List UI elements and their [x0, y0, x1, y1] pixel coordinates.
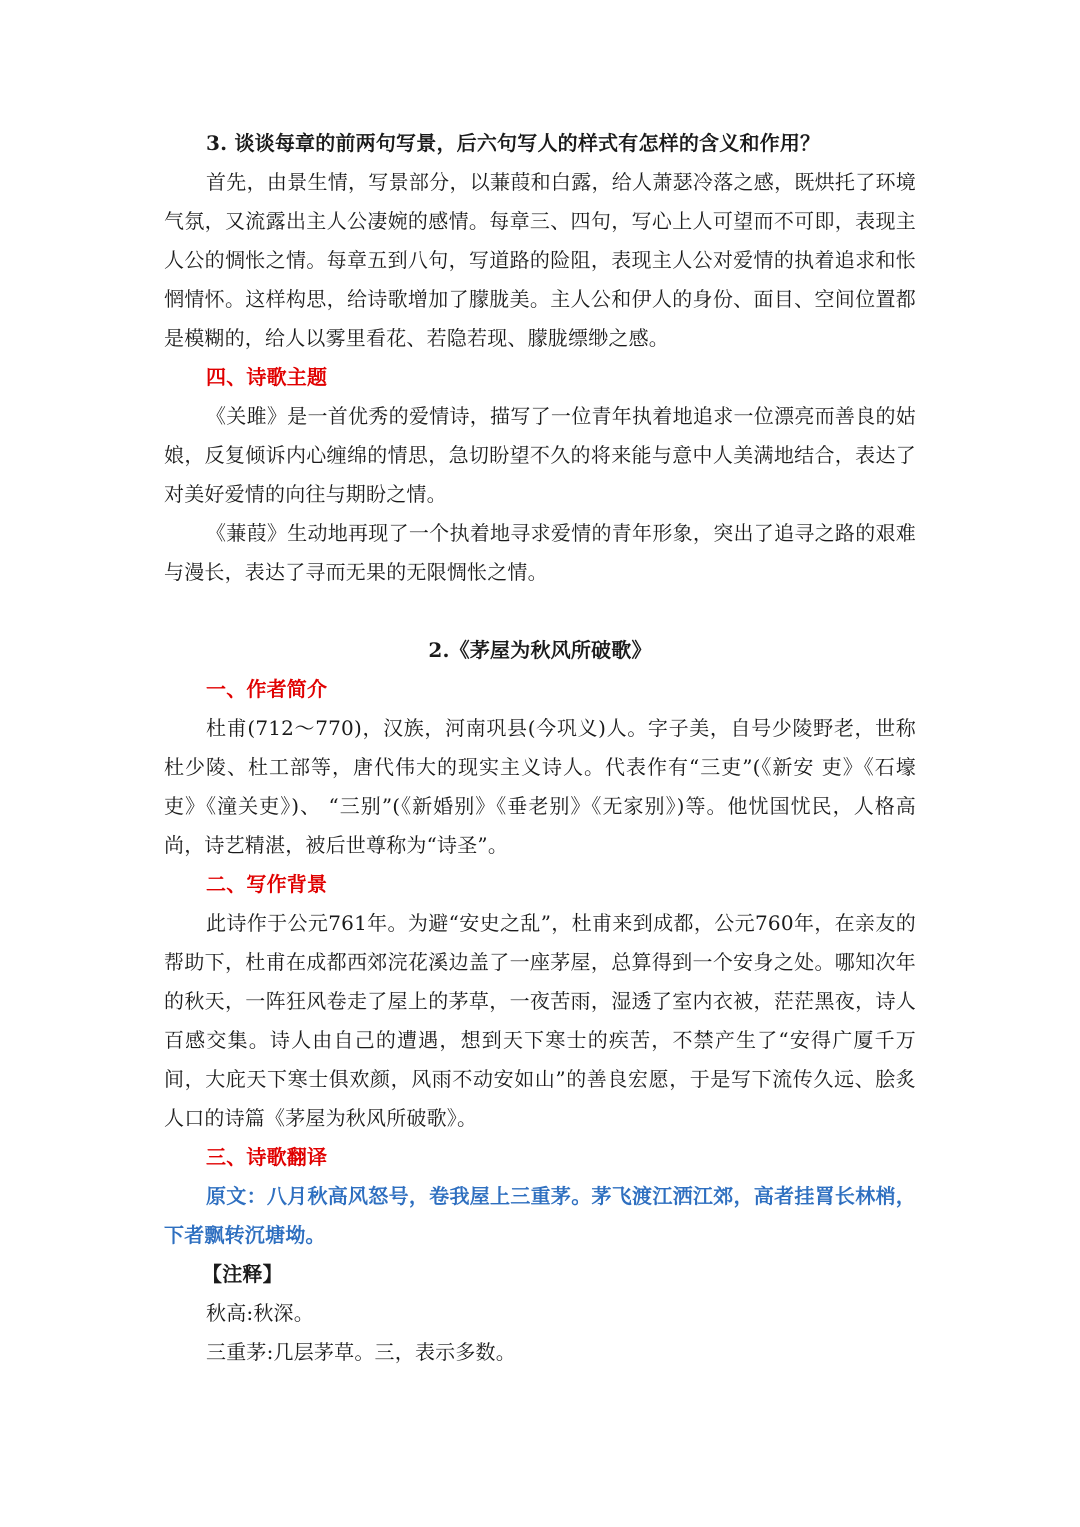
question-heading: 3. 谈谈每章的前两句写景，后六句写人的样式有怎样的含义和作用？ [206, 131, 821, 155]
theme-paragraph-2: 《蒹葭》生动地再现了一个执着地寻求爱情的青年形象，突出了追寻之路的艰难与漫长，表达了寻而无果的无限惆怅之情。 [164, 521, 916, 584]
theme-paragraph-1: 《关雎》是一首优秀的爱情诗，描写了一位青年执着地追求一位漂亮而善良的姑娘，反复倾诉内心缠绵的情思，急切盼望不久的将来能与意中人美满地结合，表达了对美好爱情的向往与期盼之情。 [164, 404, 916, 506]
author-paragraph: 杜甫(712～770)，汉族，河南巩县(今巩义)人。字子美，自号少陵野老，世称杜少陵、杜工部等，唐代伟大的现实主义诗人。代表作有“三吏”(《新安 吏》《石壕吏》《潼关吏》)、 “三别”(《新婚别》《垂老别》《无家别》)等。他忧国忧民，人格高尚，诗艺精湛，被后世尊称为“诗圣”。 [164, 716, 916, 857]
theme-heading: 四、诗歌主题 [206, 365, 328, 389]
original-text: 原文：八月秋高风怒号，卷我屋上三重茅。茅飞渡江洒江郊，高者挂罥长林梢，下者飘转沉塘坳。 [164, 1184, 916, 1247]
background-paragraph: 此诗作于公元761年。为避“安史之乱”，杜甫来到成都，公元760年，在亲友的帮助下，杜甫在成都西郊浣花溪边盖了一座茅屋，总算得到一个安身之处。哪知次年的秋天，一阵狂风卷走了屋上的茅草，一夜苦雨，湿透了室内衣被，茫茫黑夜，诗人百感交集。诗人由自己的遭遇，想到天下寒士的疾苦，不禁产生了“安得广厦千万间，大庇天下寒士俱欢颜，风雨不动安如山”的善良宏愿，于是写下流传久远、脍炙人口的诗篇《茅屋为秋风所破歌》。 [164, 911, 916, 1130]
author-heading: 一、作者简介 [206, 677, 328, 701]
section-spacer [164, 592, 916, 631]
background-heading: 二、写作背景 [206, 872, 328, 896]
note-item: 秋高:秋深。 [206, 1301, 314, 1325]
poem-title: 2.《茅屋为秋风所破歌》 [428, 638, 652, 662]
document-page [164, 124, 916, 1372]
answer-paragraph: 首先，由景生情，写景部分，以蒹葭和白露，给人萧瑟冷落之感，既烘托了环境气氛，又流露出主人公凄婉的感情。每章三、四句，写心上人可望而不可即，表现主人公的惆怅之情。每章五到八句，写道路的险阻，表现主人公对爱情的执着追求和怅惘情怀。这样构思，给诗歌增加了朦胧美。主人公和伊人的身份、面目、空间位置都是模糊的，给人以雾里看花、若隐若现、朦胧缥缈之感。 [164, 170, 916, 350]
translation-heading: 三、诗歌翻译 [206, 1145, 328, 1169]
notes-heading: 【注释】 [202, 1262, 283, 1286]
note-item: 三重茅:几层茅草。三，表示多数。 [206, 1340, 516, 1364]
